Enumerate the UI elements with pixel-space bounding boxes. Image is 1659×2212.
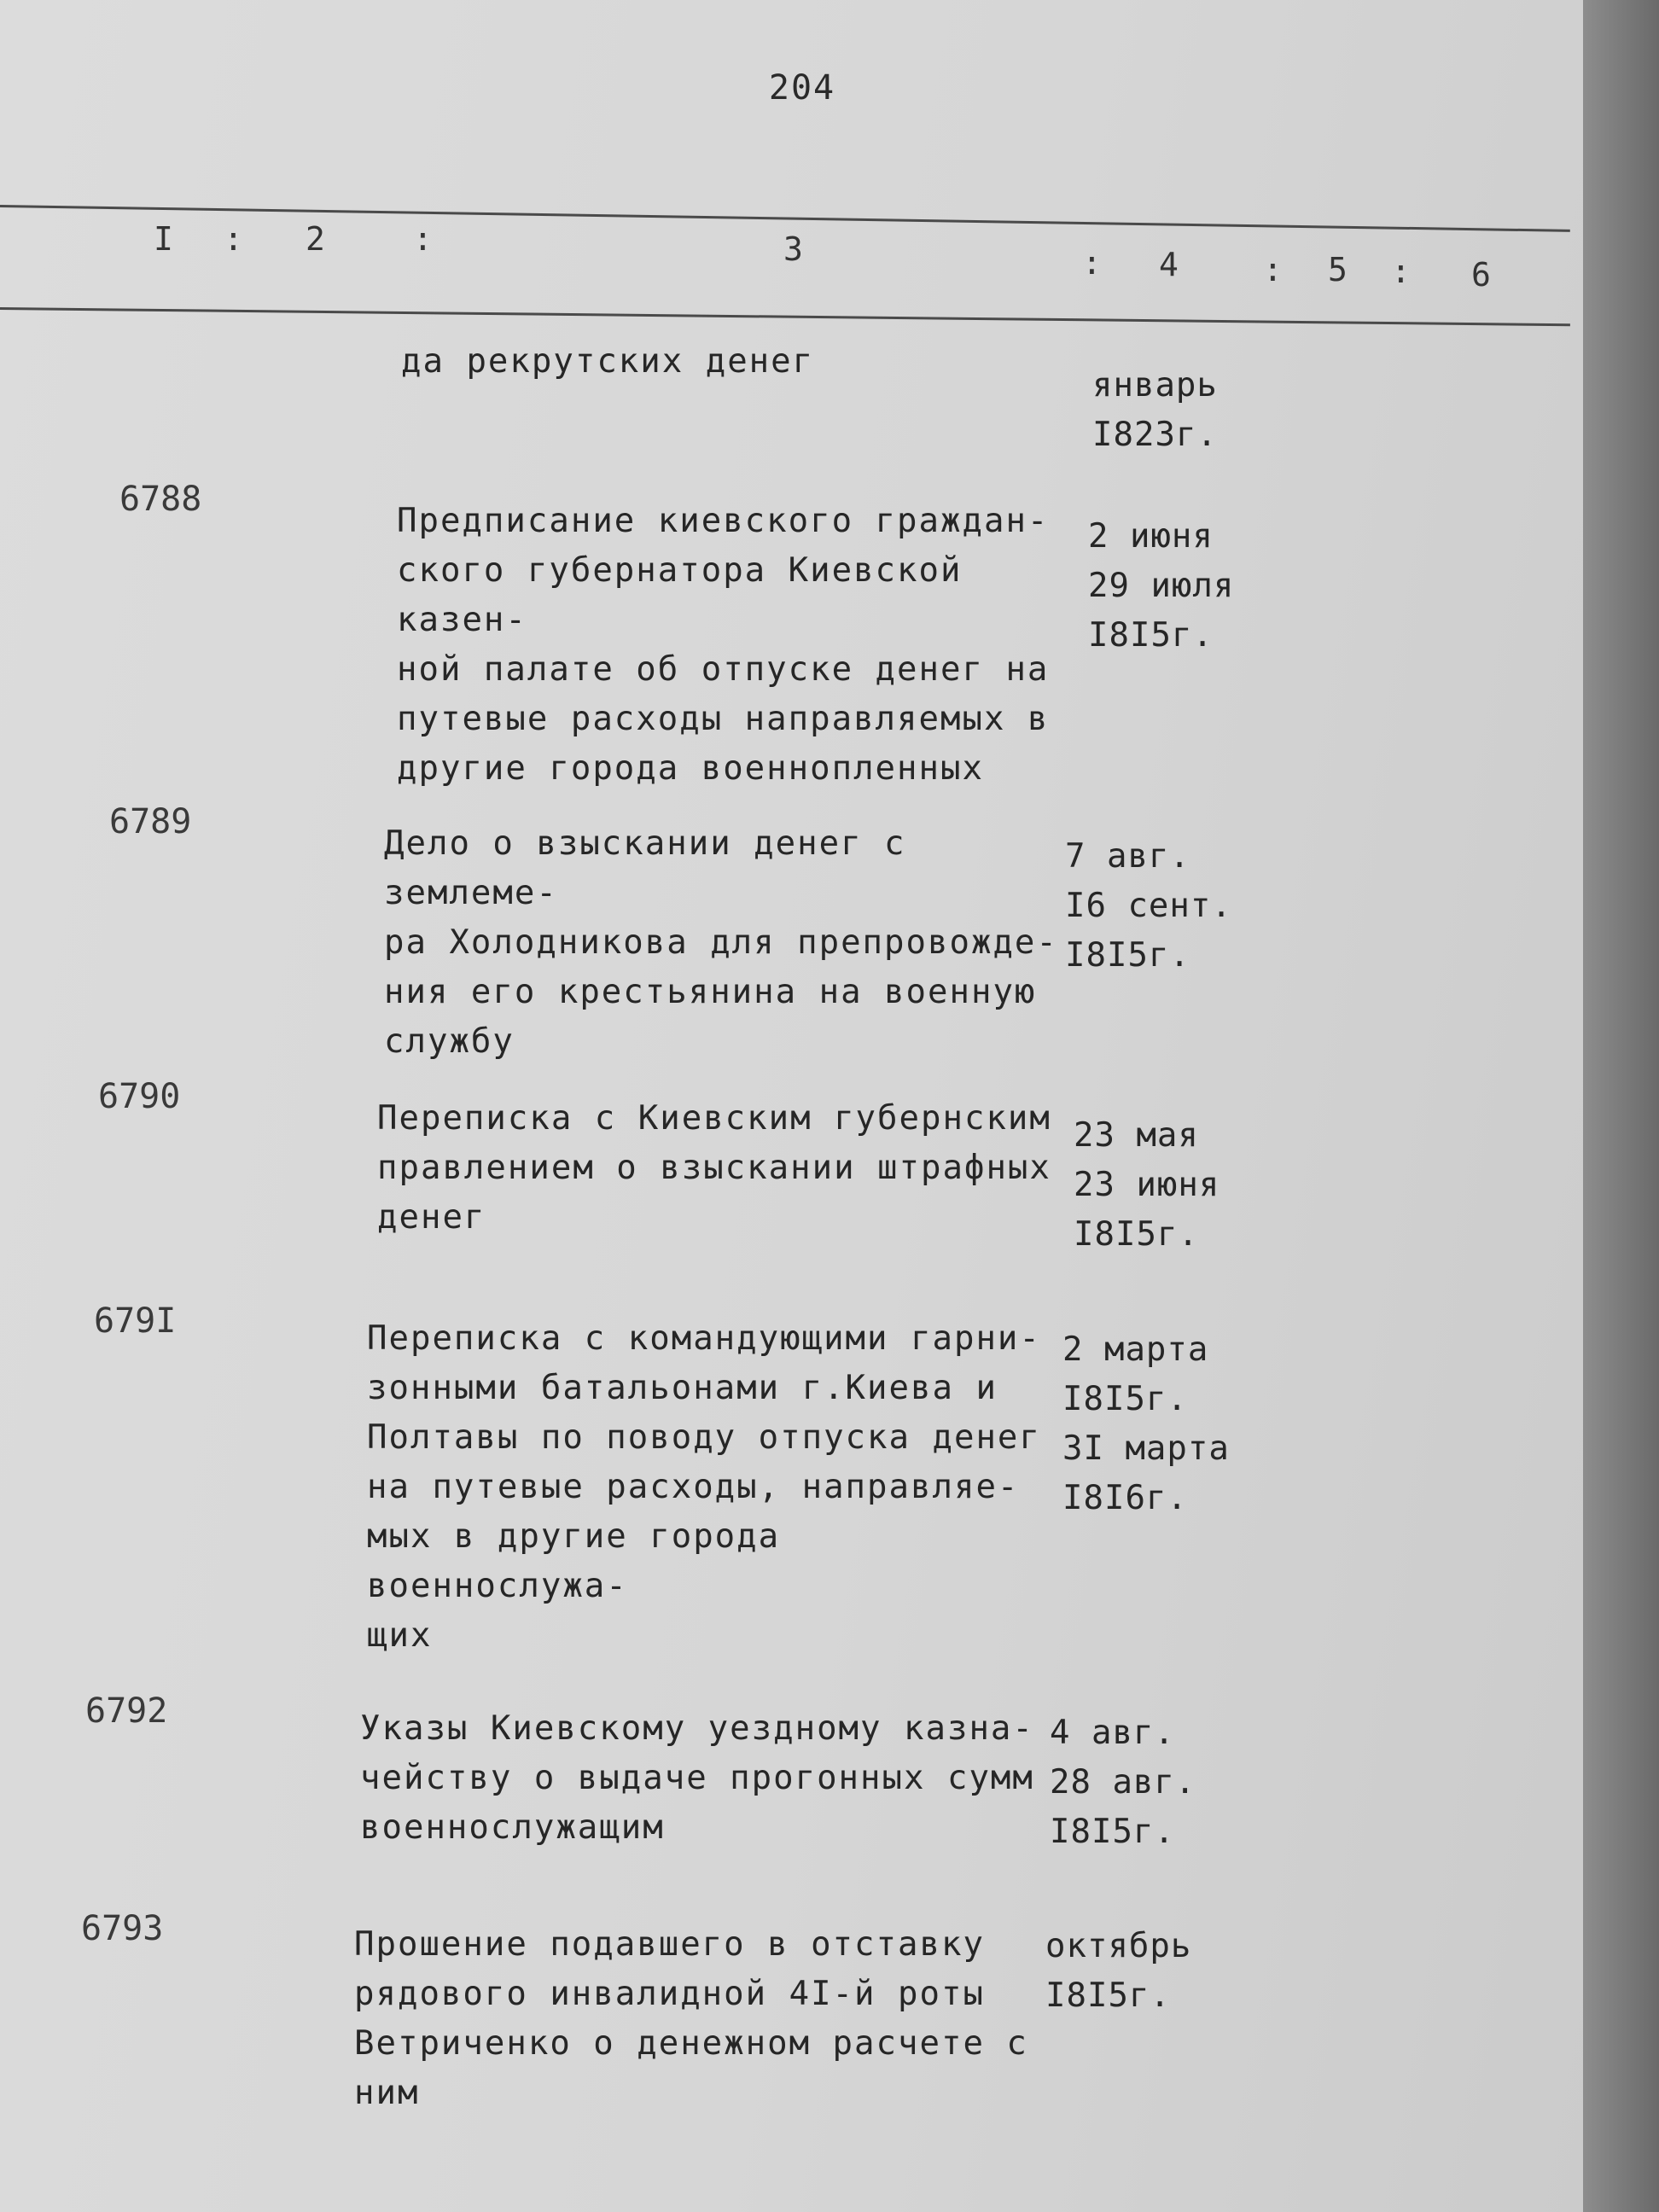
entry-dates: 23 мая 23 июня I8I5г. xyxy=(1074,1116,1220,1254)
entry-number: 6790 xyxy=(98,1077,181,1116)
entry-description: Указы Киевскому уездному казна- чейству о выдаче прогонных сумм военнослужащим xyxy=(360,1709,1034,1847)
column-separator: : xyxy=(1263,251,1283,288)
entry-number: 6793 xyxy=(81,1909,164,1948)
column-header-2: 2 xyxy=(306,220,325,258)
column-separator: : xyxy=(413,220,433,258)
column-header-6: 6 xyxy=(1471,256,1491,294)
column-header-5: 5 xyxy=(1328,251,1348,288)
entry-description: да рекрутских денег xyxy=(401,342,815,381)
entry-number: 679I xyxy=(94,1301,177,1341)
entry-dates: 4 авг. 28 авг. I8I5г. xyxy=(1050,1714,1196,1851)
entry-description: Прошение подавшего в отставку рядового инвалидной 4I-й роты Ветриченко о денежном расчете с ним xyxy=(354,1925,1028,2112)
entry-description: Дело о взыскании денег с землеме- ра Холодникова для препровожде- ния его крестьянина на военную службу xyxy=(384,824,1058,1061)
entry-dates: 2 июня 29 июля I8I5г. xyxy=(1088,517,1235,655)
entry-dates: январь I823г. xyxy=(1092,366,1218,454)
entry-dates: 2 марта I8I5г. 3I марта I8I6г. xyxy=(1062,1330,1230,1517)
column-header-4: 4 xyxy=(1159,246,1179,283)
entry-description: Переписка с командующими гарни- зонными батальонами г.Киева и Полтавы по поводу отпуска денег на путевые расходы, направляе- мых в другие города военнослужа- щих xyxy=(367,1319,1041,1655)
column-separator: : xyxy=(1082,244,1102,282)
entry-description: Переписка с Киевским губернским правлением о взыскании штрафных денег xyxy=(377,1099,1051,1237)
entry-number: 6789 xyxy=(109,802,192,841)
column-separator: : xyxy=(1391,253,1411,290)
entry-dates: октябрь I8I5г. xyxy=(1045,1927,1192,2015)
column-header-3: 3 xyxy=(783,230,803,268)
column-separator: : xyxy=(224,220,243,258)
entry-description: Предписание киевского граждан- ского губернатора Киевской казен- ной палате об отпуске денег на путевые расходы направляемых в другие города военнопленных xyxy=(397,502,1050,788)
column-header-1: I xyxy=(154,220,173,258)
page-edge-shadow xyxy=(1583,0,1659,2212)
header-rule-bottom xyxy=(0,307,1570,326)
entry-dates: 7 авг. I6 сент. I8I5г. xyxy=(1065,837,1232,975)
entry-number: 6788 xyxy=(119,480,202,519)
entry-number: 6792 xyxy=(85,1691,168,1731)
page-number: 204 xyxy=(768,68,836,108)
